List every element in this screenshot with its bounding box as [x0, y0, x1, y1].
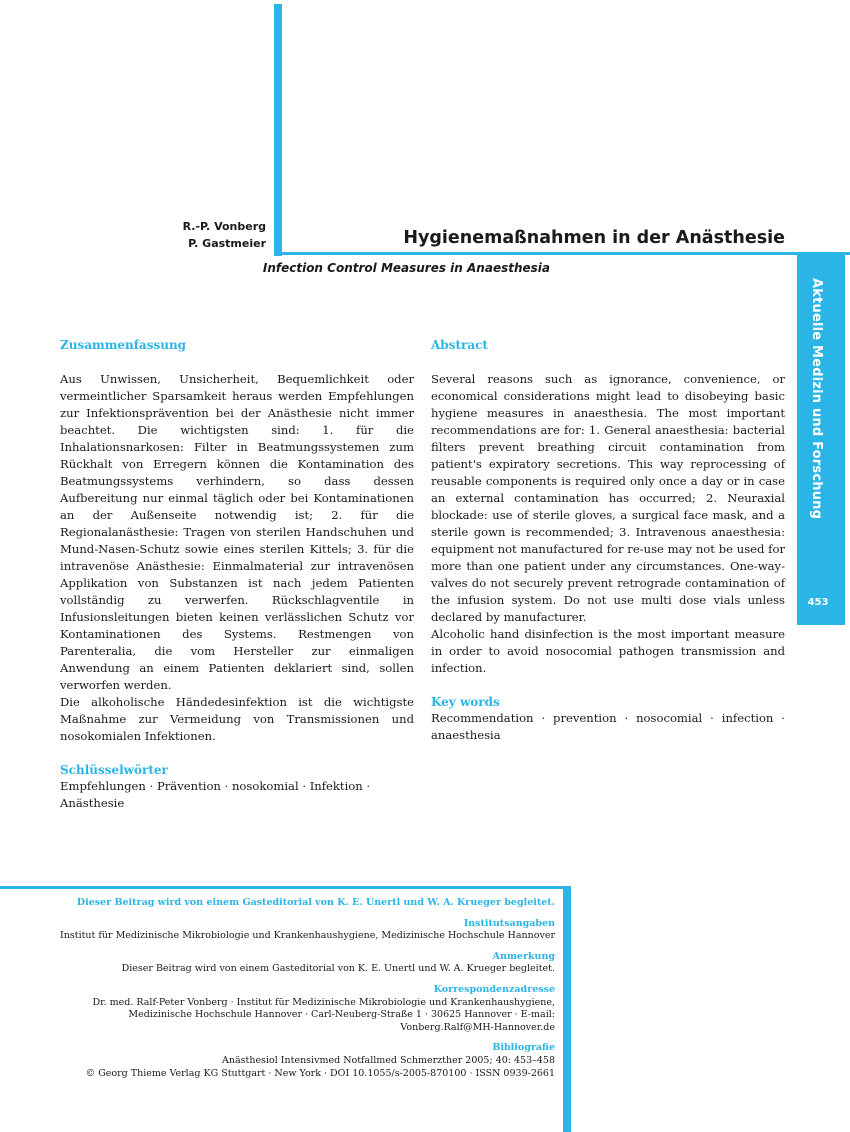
summary-paragraph: Aus Unwissen, Unsicherheit, Bequemlichkeit oder vermeintlicher Sparsamkeit heraus werden Empfehlungen zur Infektionsprävention bei der Anästhesie nicht immer beachtet. Die wichtigsten sind: 1. für die Inhalationsnarkosen: Filter in Beatmungssystemen zum Rückhalt von Erregern können die Kontamination des Beatmungssystems verhindern, so dass dessen Aufbereitung nur einmal täglich oder bei Kontaminationen an der Außenseite notwendig ist; 2. für die Regionalanästhesie: Tragen von sterilen Handschuhen und Mund-Nasen-Schutz sowie eines sterilen Kittels; 3. für die intravenöse Anästhesie: Einmalmaterial zur intravenösen Applikation von Substanzen ist nach jedem Patienten vollständig zu verwerfen. Rückschlagventile in Infusionsleitungen bieten keinen verlässlichen Schutz vor Kontaminationen des Systems. Restmengen von Parenteralia, die vom Hersteller zur einmaligen Anwendung an einem Patienten deklariert sind, sollen verworfen werden.: [60, 372, 414, 692]
note-block: [40, 951, 555, 976]
correspondence-text: Dr. med. Ralf-Peter Vonberg · Institut für Medizinische Mikrobiologie und Krankenhaushygiene, Medizinische Hochschule Hannover · Carl-Neuberg-Straße 1 · 30625 Hannover · E-mail: Vonberg.Ralf@MH-Hannover.de: [92, 996, 555, 1033]
keywords-heading: Schlüsselwörter: [60, 763, 168, 777]
note-label: Anmerkung: [492, 950, 555, 962]
accent-bar-vertical: [274, 4, 282, 256]
footer-border-right: [563, 886, 571, 1132]
german-summary-column: [60, 337, 414, 812]
bibliography-block: [40, 1042, 555, 1080]
title-underline: [274, 252, 850, 255]
bibliography-label: Bibliografie: [492, 1042, 555, 1054]
guest-editorial-note: Dieser Beitrag wird von einem Gasteditorial von K. E. Unertl und W. A. Krueger begleitet.: [76, 897, 555, 908]
summary-paragraph: Die alkoholische Händedesinfektion ist die wichtigste Maßnahme zur Vermeidung von Transmissionen und nosokomialen Infektionen.: [60, 695, 414, 743]
correspondence-block: [40, 984, 555, 1034]
article-info-box: [40, 897, 555, 1088]
institution-label: Institutsangaben: [463, 917, 555, 929]
abstract-paragraph: Several reasons such as ignorance, convenience, or economical considerations might lead to disobeying basic hygiene measures in anaesthesia. The most important recommendations are for: 1. General anaesthesia: bacterial filters prevent breathing circuit contamination from patient's expiratory secretions. This way reprocessing of reusable components is required only once a day or in case an external contamination has occurred; 2. Neuraxial blockade: use of sterile gloves, a surgical face mask, and a sterile gown is recommended; 3. Intravenous anaesthesia: equipment not manufactured for re-use may not be used for more than one patient under any circumstances. One-way-valves do not securely prevent retrograde contamination of the infusion system. Do not use multi dose vials unless declared by manufacturer.: [431, 372, 785, 624]
bibliography-line: © Georg Thieme Verlag KG Stuttgart · New York · DOI 10.1055/s-2005-870100 · ISSN 0939-2661: [85, 1067, 555, 1079]
author-name: P. Gastmeier: [188, 237, 266, 250]
author-name: R.-P. Vonberg: [182, 220, 266, 233]
note-text: Dieser Beitrag wird von einem Gasteditorial von K. E. Unertl und W. A. Krueger begleitet.: [121, 963, 555, 975]
article-subtitle: Infection Control Measures in Anaesthesia: [262, 261, 550, 275]
summary-heading: Zusammenfassung: [60, 338, 187, 352]
institution-block: [40, 918, 555, 943]
footer-border-top: [0, 886, 570, 889]
page-number: 453: [807, 597, 829, 608]
bibliography-line: Anästhesiol Intensivmed Notfallmed Schmerzther 2005; 40: 453–458: [221, 1054, 555, 1066]
abstract-paragraph: Alcoholic hand disinfection is the most important measure in order to avoid nosocomial pathogen transmission and infection.: [431, 627, 785, 675]
article-title: Hygienemaßnahmen in der Anästhesie: [403, 228, 785, 248]
keywords-list: Recommendation · prevention · nosocomial · infection · anaesthesia: [431, 711, 785, 742]
keywords-heading: Key words: [431, 695, 500, 709]
author-list: [120, 218, 266, 252]
english-abstract-column: [431, 337, 785, 744]
section-label: Aktuelle Medizin und Forschung: [809, 278, 824, 520]
correspondence-label: Korrespondenzadresse: [433, 983, 555, 995]
abstract-heading: Abstract: [431, 338, 488, 352]
institution-text: Institut für Medizinische Mikrobiologie und Krankenhaushygiene, Medizinische Hochschule Hannover: [60, 930, 555, 942]
keywords-list: Empfehlungen · Prävention · nosokomial · Infektion · Anästhesie: [60, 779, 371, 810]
